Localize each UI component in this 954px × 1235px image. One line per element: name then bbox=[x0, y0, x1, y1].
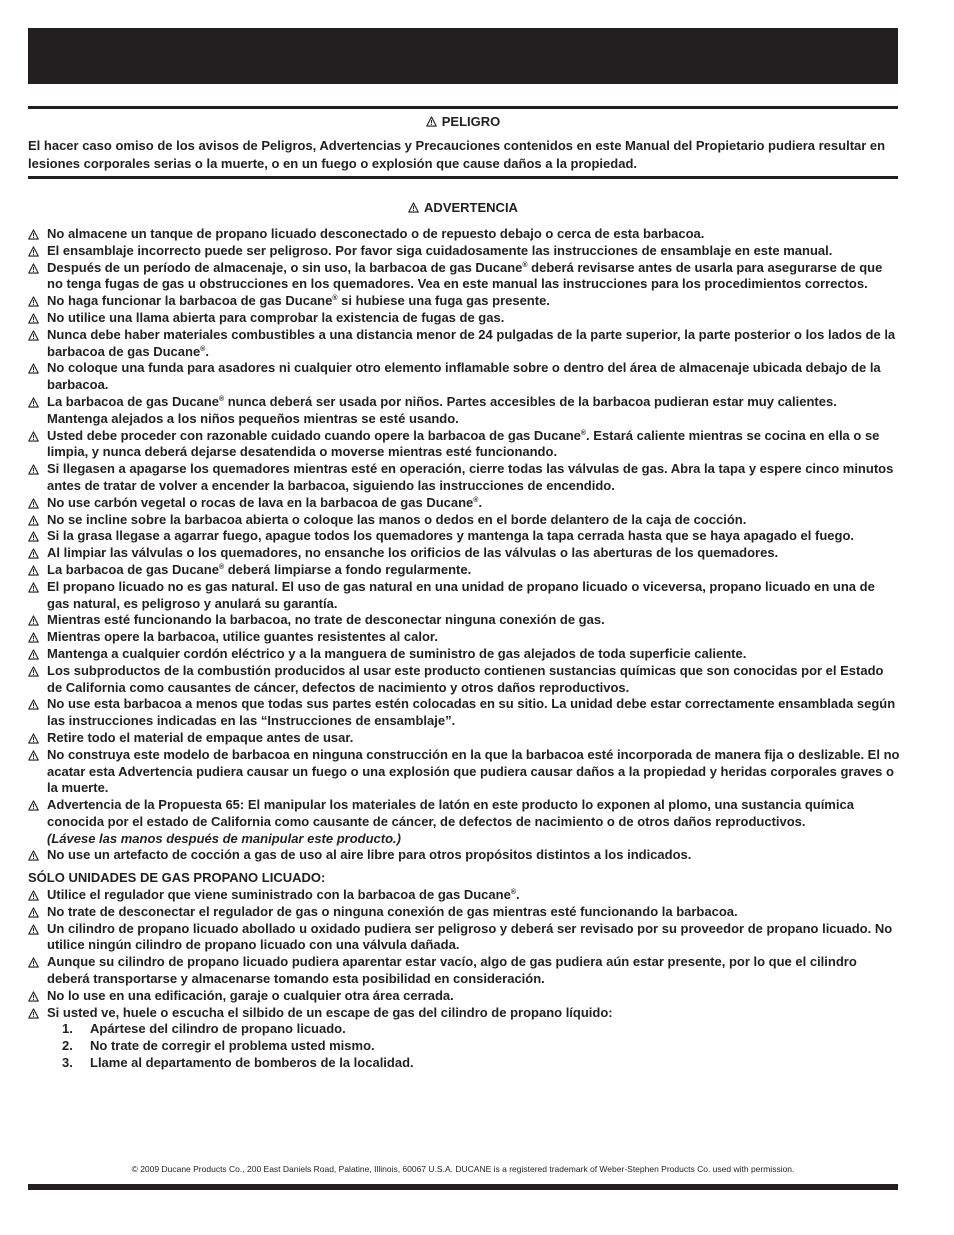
warning-triangle-icon bbox=[28, 582, 39, 593]
step-text: No trate de corregir el problema usted mismo. bbox=[90, 1038, 375, 1054]
list-item-note: (Lávese las manos después de manipular este producto.) bbox=[47, 830, 401, 846]
divider-top bbox=[28, 106, 898, 109]
warning-triangle-icon bbox=[28, 313, 39, 324]
registered-mark: ® bbox=[218, 395, 225, 403]
list-item-text: Si la grasa llegase a agarrar fuego, apague todos los quemadores y mantenga la tapa cerrada hasta que se haya apagado el fuego. bbox=[47, 528, 855, 544]
list-item bbox=[28, 954, 900, 988]
list-item bbox=[28, 847, 900, 864]
step-item bbox=[62, 1055, 900, 1072]
registered-mark: ® bbox=[510, 889, 516, 897]
list-item-text: Al limpiar las válvulas o los quemadores, no ensanche los orificios de las válvulas o las aberturas de los quemadores. bbox=[47, 545, 779, 561]
list-item-text: No use carbón vegetal o rocas de lava en la barbacoa de gas Ducane bbox=[47, 494, 474, 510]
list-item-text-cont: . Estará caliente mientras se cocina en ella o se limpia, y nunca deberá dejarse desatendida o moverse mientras esté funcionando. bbox=[47, 427, 880, 460]
list-item-text: Aunque su cilindro de propano licuado pudiera aparentar estar vacío, algo de gas pudiera aún estar presente, por lo que el cilindro deberá transportarse y almacenarse tomando esta posibilidad en consideración. bbox=[47, 954, 857, 987]
list-item-text: No utilice una llama abierta para comprobar la existencia de fugas de gas. bbox=[47, 309, 505, 325]
warning-list bbox=[28, 226, 900, 864]
list-item-text: No haga funcionar la barbacoa de gas Ducane bbox=[47, 293, 333, 309]
warning-triangle-icon bbox=[28, 330, 39, 341]
list-item bbox=[28, 730, 900, 747]
warning-triangle-icon bbox=[28, 615, 39, 626]
list-item-text-cont: . bbox=[478, 494, 483, 510]
warning-triangle-icon bbox=[28, 246, 39, 257]
list-item-text: Utilice el regulador que viene suministrado con la barbacoa de gas Ducane bbox=[47, 887, 511, 903]
list-item-text: No almacene un tanque de propano licuado desconectado o de repuesto debajo o cerca de esta barbacoa. bbox=[47, 226, 705, 241]
warning-triangle-icon bbox=[28, 890, 39, 901]
registered-mark: ® bbox=[522, 261, 528, 269]
list-item-text: Nunca debe haber materiales combustibles a una distancia menor de 24 pulgadas de la parte superior, la parte posterior o los lados de la barbacoa de gas Ducane bbox=[47, 326, 896, 359]
warning-triangle-icon bbox=[28, 699, 39, 710]
list-item bbox=[28, 394, 900, 428]
warning-triangle-icon bbox=[408, 202, 419, 213]
list-item bbox=[28, 646, 900, 663]
list-item-text: No use esta barbacoa a menos que todas sus partes estén colocadas en su sitio. La unidad debe estar correctamente ensamblada según las instrucciones indicadas en las “Instrucciones de ensamblaje”. bbox=[47, 696, 896, 729]
step-number: 1. bbox=[62, 1021, 73, 1037]
warning-triangle-icon bbox=[28, 800, 39, 811]
registered-mark: ® bbox=[218, 563, 225, 571]
warning-triangle-icon bbox=[28, 515, 39, 526]
list-item bbox=[28, 988, 900, 1005]
list-item-text: Si llegasen a apagarse los quemadores mientras esté en operación, cierre todas las válvulas de gas. Abra la tapa y espere cinco minutos antes de tratar de volver a encender la barbacoa, siguiendo las instrucciones de encendido. bbox=[47, 461, 894, 493]
registered-mark: ® bbox=[332, 295, 338, 303]
warning-triangle-icon bbox=[28, 733, 39, 744]
registered-mark: ® bbox=[200, 345, 206, 353]
list-item-text: El propano licuado no es gas natural. El uso de gas natural en una unidad de propano licuado o viceversa, propano licuado en una de gas natural, es peligroso y anulará su garantía. bbox=[47, 578, 875, 611]
list-item-text-cont: deberá revisarse antes de usarla para asegurarse de que no tenga fugas de gas u obstrucciones en los quemadores. Vea en este manual las instrucciones para los procedimientos correctos. bbox=[47, 259, 883, 292]
list-item bbox=[28, 293, 900, 310]
list-item bbox=[28, 528, 900, 545]
warning-triangle-icon bbox=[28, 565, 39, 576]
danger-text: El hacer caso omiso de los avisos de Peligros, Advertencias y Precauciones contenidos en este Manual del Propietario pudiera resultar en lesiones corporales serias o la muerte, o en un fuego o explosión que cause daños a la propiedad. bbox=[28, 138, 886, 171]
warning-heading-label: ADVERTENCIA bbox=[424, 200, 518, 215]
warning-triangle-icon bbox=[28, 548, 39, 559]
warning-triangle-icon bbox=[28, 1008, 39, 1019]
list-item-text: Mantenga a cualquier cordón eléctrico y a la manguera de suministro de gas alejados de toda superficie caliente. bbox=[47, 645, 747, 661]
header-bar bbox=[28, 28, 898, 84]
warning-triangle-icon bbox=[28, 666, 39, 677]
warning-triangle-icon bbox=[28, 498, 39, 509]
list-item-text-cont: nunca deberá ser usada por niños. Partes accesibles de la barbacoa pudieran estar muy calientes. Mantenga alejados a los niños pequeños mientras se esté usando. bbox=[47, 393, 837, 426]
list-item bbox=[28, 545, 900, 562]
step-number: 2. bbox=[62, 1038, 73, 1054]
list-item-text: No lo use en una edificación, garaje o cualquier otra área cerrada. bbox=[47, 987, 454, 1003]
copyright-footer: © 2009 Ducane Products Co., 200 East Daniels Road, Palatine, Illinois, 60067 U.S.A. DUCANE is a registered trademark of Weber-Stephen Products Co. used with permission. bbox=[131, 1164, 795, 1174]
list-item-text: Mientras opere la barbacoa, utilice guantes resistentes al calor. bbox=[47, 629, 438, 645]
list-item bbox=[28, 310, 900, 327]
warning-triangle-icon bbox=[28, 750, 39, 761]
list-item bbox=[28, 461, 900, 495]
list-item-text: Un cilindro de propano licuado abollado u oxidado pudiera ser peligroso y deberá ser revisado por su proveedor de propano licuado. No utilice ningún cilindro de propano licuado con una válvula dañada. bbox=[47, 920, 893, 953]
list-item-text: Si usted ve, huele o escucha el silbido de un escape de gas del cilindro de propano líquido: bbox=[47, 1004, 613, 1020]
list-item bbox=[28, 512, 900, 529]
list-item bbox=[28, 797, 900, 847]
list-item bbox=[28, 360, 900, 394]
list-item bbox=[28, 243, 900, 260]
warning-triangle-icon bbox=[28, 431, 39, 442]
list-item-text: La barbacoa de gas Ducane bbox=[47, 561, 219, 577]
warning-triangle-icon bbox=[28, 363, 39, 374]
lp-warning-list bbox=[28, 887, 900, 1021]
list-item bbox=[28, 226, 900, 243]
warning-triangle-icon bbox=[28, 649, 39, 660]
warning-triangle-icon bbox=[28, 957, 39, 968]
list-item-text-cont: . bbox=[205, 343, 209, 359]
list-item bbox=[28, 495, 900, 512]
danger-heading bbox=[28, 114, 898, 130]
warning-triangle-icon bbox=[28, 464, 39, 475]
list-item bbox=[28, 1005, 900, 1022]
danger-heading-label: PELIGRO bbox=[441, 114, 501, 129]
list-item-text: No coloque una funda para asadores ni cualquier otro elemento inflamable sobre o dentro del área de almacenaje ubicada debajo de la barbacoa. bbox=[47, 360, 881, 393]
list-item-text: Después de un período de almacenaje, o sin uso, la barbacoa de gas Ducane bbox=[47, 259, 523, 275]
list-item bbox=[28, 260, 900, 294]
list-item bbox=[28, 747, 900, 797]
list-item bbox=[28, 327, 900, 361]
list-item bbox=[28, 921, 900, 955]
list-item-text-cont: . bbox=[515, 887, 520, 903]
list-item bbox=[28, 562, 900, 579]
step-text: Apártese del cilindro de propano licuado. bbox=[90, 1021, 346, 1037]
step-item bbox=[62, 1021, 900, 1038]
list-item bbox=[28, 579, 900, 613]
list-item-text-cont: deberá limpiarse a fondo regularmente. bbox=[224, 561, 472, 577]
list-item-text: No se incline sobre la barbacoa abierta o coloque las manos o dedos en el borde delantero de la caja de cocción. bbox=[47, 511, 747, 527]
warning-triangle-icon bbox=[28, 924, 39, 935]
step-item bbox=[62, 1038, 900, 1055]
warning-triangle-icon bbox=[28, 850, 39, 861]
divider-middle bbox=[28, 176, 898, 179]
list-item bbox=[28, 663, 900, 697]
warnings-section bbox=[28, 226, 900, 1072]
registered-mark: ® bbox=[580, 429, 587, 437]
warning-triangle-icon bbox=[28, 397, 39, 408]
warning-triangle-icon bbox=[28, 907, 39, 918]
warning-triangle-icon bbox=[28, 229, 39, 240]
warning-triangle-icon bbox=[28, 263, 39, 274]
step-text: Llame al departamento de bomberos de la localidad. bbox=[90, 1055, 414, 1071]
warning-triangle-icon bbox=[28, 632, 39, 643]
list-item-text: Mientras esté funcionando la barbacoa, no trate de desconectar ninguna conexión de gas. bbox=[47, 612, 605, 628]
list-item bbox=[28, 696, 900, 730]
list-item-text: No construya este modelo de barbacoa en ninguna construcción en la que la barbacoa esté incorporada de manera fija o deslizable. El no acatar esta Advertencia pudiera causar un fuego o una explosión que pudiera causar daños a la propiedad y heridas corporales graves o la muerte. bbox=[47, 746, 900, 796]
step-number: 3. bbox=[62, 1055, 73, 1071]
list-item bbox=[28, 428, 900, 462]
list-item-text: No trate de desconectar el regulador de gas o ninguna conexión de gas mientras esté funcionando la barbacoa. bbox=[47, 903, 738, 919]
list-item-text: Usted debe proceder con razonable cuidado cuando opere la barbacoa de gas Ducane bbox=[47, 427, 581, 443]
registered-mark: ® bbox=[473, 496, 479, 504]
emergency-steps bbox=[28, 1021, 900, 1071]
list-item-text: El ensamblaje incorrecto puede ser peligroso. Por favor siga cuidadosamente las instrucciones de ensamblaje en este manual. bbox=[47, 242, 833, 258]
list-item bbox=[28, 629, 900, 646]
list-item-text: No use un artefacto de cocción a gas de uso al aire libre para otros propósitos distintos a los indicados. bbox=[47, 847, 692, 863]
list-item bbox=[28, 887, 900, 904]
warning-heading bbox=[28, 200, 898, 216]
warning-triangle-icon bbox=[28, 991, 39, 1002]
footer-bar bbox=[28, 1184, 898, 1190]
list-item-text: Los subproductos de la combustión producidos al usar este producto contienen sustancias químicas que son conocidas por el Estado de California como causantes de cáncer, defectos de nacimiento y otros daños reproductivos. bbox=[47, 662, 884, 695]
warning-triangle-icon bbox=[426, 116, 437, 127]
list-item bbox=[28, 612, 900, 629]
list-item-text: Retire todo el material de empaque antes de usar. bbox=[47, 729, 354, 745]
list-item-text-cont: si hubiese una fuga gas presente. bbox=[337, 293, 550, 309]
warning-triangle-icon bbox=[28, 531, 39, 542]
list-item-text: La barbacoa de gas Ducane bbox=[47, 393, 219, 409]
list-item-text: Advertencia de la Propuesta 65: El manipular los materiales de latón en este producto lo exponen al plomo, una sustancia química conocida por el estado de California como causante de cáncer, de defectos de nacimiento o de otros daños reproductivos. bbox=[47, 797, 854, 829]
lp-only-heading: SÓLO UNIDADES DE GAS PROPANO LICUADO: bbox=[28, 870, 326, 886]
list-item bbox=[28, 904, 900, 921]
warning-triangle-icon bbox=[28, 296, 39, 307]
